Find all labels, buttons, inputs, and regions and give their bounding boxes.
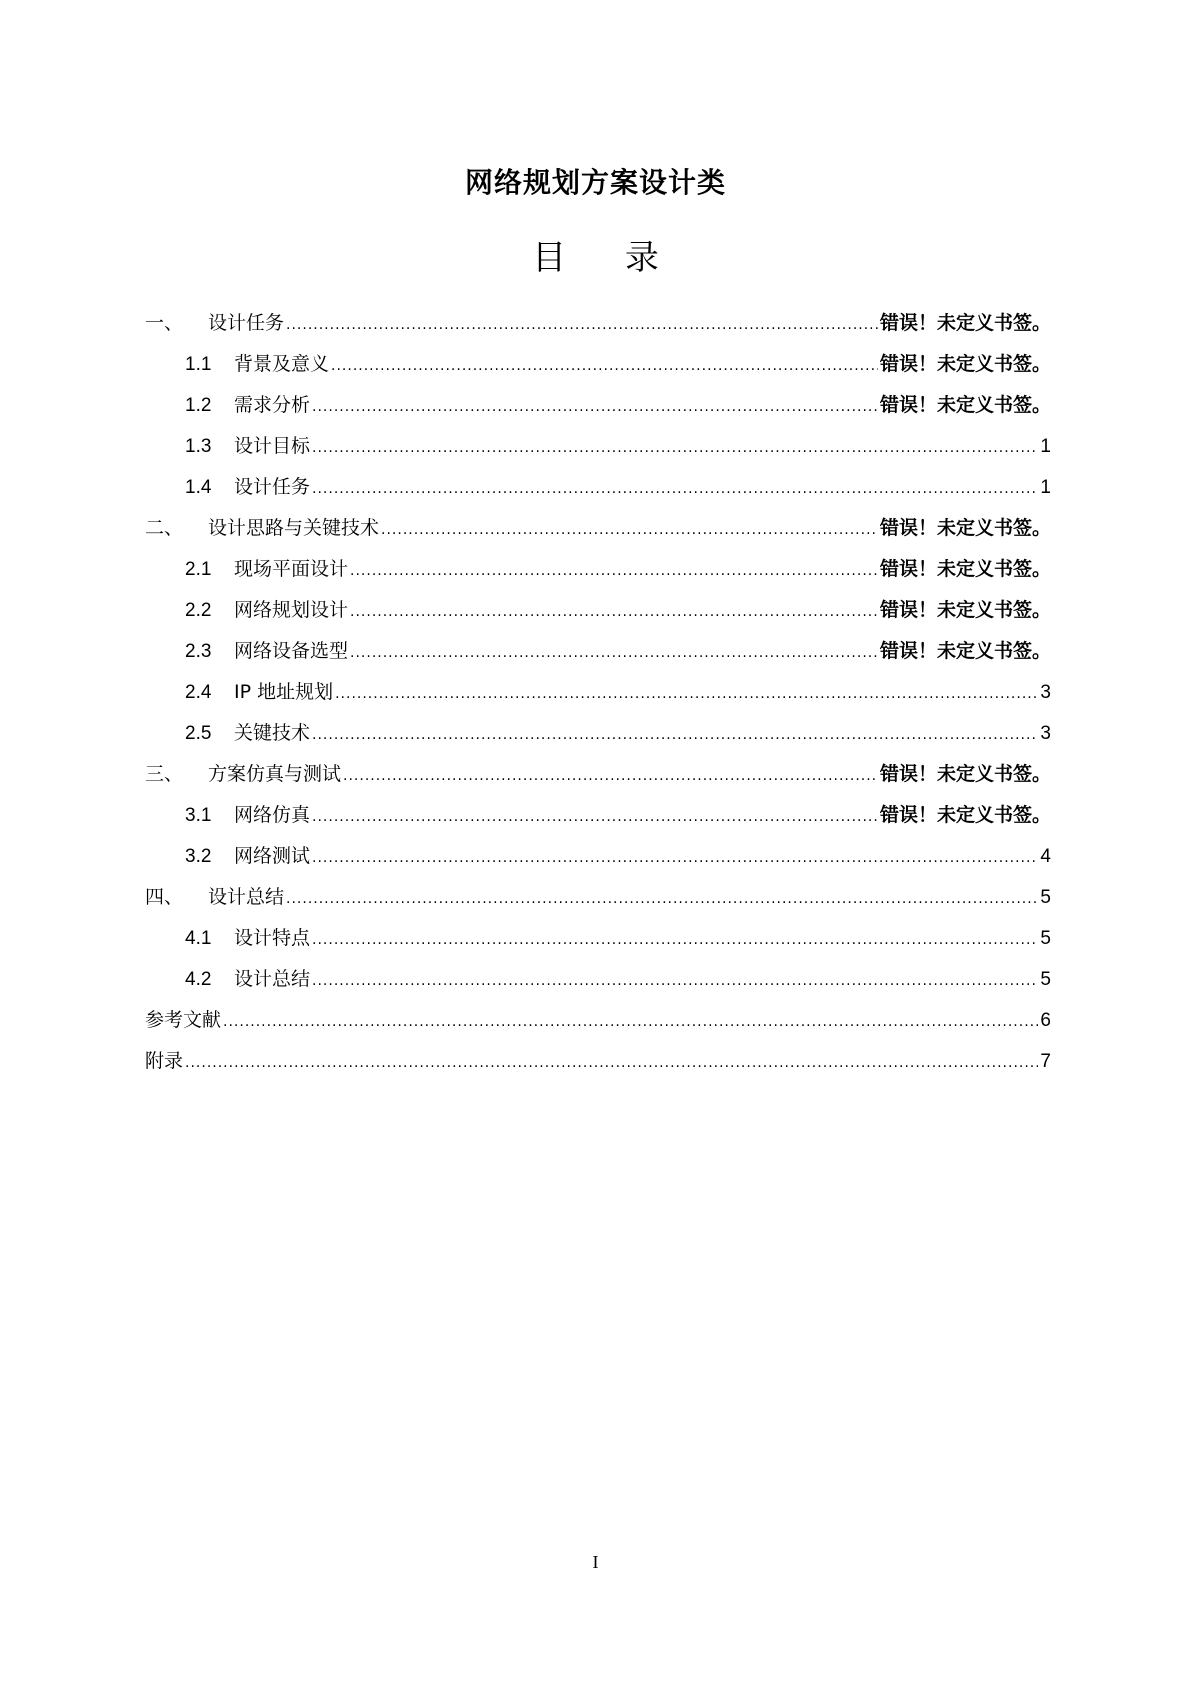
- toc-dot-leader: [312, 428, 1038, 469]
- toc-entry-label: 附录: [145, 1050, 184, 1072]
- toc-entry-number: 二、: [145, 517, 184, 539]
- toc-entry-number: 1.4: [185, 477, 212, 498]
- toc-page-number: 6: [1040, 1010, 1051, 1031]
- toc-entry[interactable]: [145, 508, 1051, 549]
- toc-entry-label: 参考文献: [145, 1009, 222, 1031]
- toc-dot-leader: [185, 1043, 1038, 1084]
- toc-dot-leader: [350, 592, 878, 633]
- document-title: 网络规划方案设计类: [464, 166, 726, 199]
- toc-page-number: 3: [1040, 723, 1051, 744]
- toc-entry[interactable]: [145, 1041, 1051, 1082]
- toc-dot-leader: [312, 797, 878, 838]
- toc-dot-leader: [381, 510, 878, 551]
- toc-entry-label: 现场平面设计: [234, 558, 349, 580]
- toc-entry[interactable]: [145, 303, 1051, 344]
- toc-entry[interactable]: [145, 631, 1051, 672]
- toc-entry[interactable]: [145, 918, 1051, 959]
- toc-entry-number: 一、: [145, 312, 184, 334]
- toc-dot-leader: [331, 346, 878, 387]
- toc-dot-leader: [350, 551, 878, 592]
- toc-dot-leader: [312, 715, 1038, 756]
- toc-entry-label: 设计任务: [234, 476, 311, 498]
- toc-bookmark-error: 错误！未定义书签。: [879, 804, 1051, 826]
- toc-entry[interactable]: [145, 590, 1051, 631]
- toc-entry-label: 网络规划设计: [234, 599, 349, 621]
- toc-page-number: 7: [1040, 1051, 1051, 1072]
- toc-entry[interactable]: [145, 713, 1051, 754]
- toc-page-number: 5: [1040, 887, 1051, 908]
- toc-bookmark-error: 错误！未定义书签。: [879, 763, 1051, 785]
- toc-dot-leader: [312, 387, 878, 428]
- toc-bookmark-error: 错误！未定义书签。: [879, 599, 1051, 621]
- toc-entry-number: 2.2: [185, 600, 212, 621]
- toc-page-number: 5: [1040, 969, 1051, 990]
- toc-entry[interactable]: [145, 385, 1051, 426]
- toc-page-number: 1: [1040, 477, 1051, 498]
- toc-entry-number: 2.3: [185, 641, 212, 662]
- toc-bookmark-error: 错误！未定义书签。: [879, 353, 1051, 375]
- toc-entry[interactable]: [145, 836, 1051, 877]
- toc-entry-number: 3.1: [185, 805, 212, 826]
- toc-page-number: 3: [1040, 682, 1051, 703]
- toc-dot-leader: [286, 305, 878, 346]
- toc-page-number: 4: [1040, 846, 1051, 867]
- toc-entry-number: 4.2: [185, 969, 212, 990]
- toc-dot-leader: [312, 920, 1038, 961]
- toc-entry[interactable]: [145, 467, 1051, 508]
- toc-dot-leader: [350, 633, 878, 674]
- toc-entry-label: 网络设备选型: [234, 640, 349, 662]
- toc-entry-number: 四、: [145, 886, 184, 908]
- toc-entry-label: 方案仿真与测试: [208, 763, 342, 785]
- toc-bookmark-error: 错误！未定义书签。: [879, 640, 1051, 662]
- toc-entry-label: 设计总结: [234, 968, 311, 990]
- toc-entry-number: 三、: [145, 763, 184, 785]
- toc-entry-label: 背景及意义: [234, 353, 330, 375]
- toc-dot-leader: [312, 469, 1038, 510]
- toc-entry-number: 2.1: [185, 559, 212, 580]
- toc-entry[interactable]: [145, 1000, 1051, 1041]
- toc-entry-label: 网络仿真: [234, 804, 311, 826]
- toc-entry-number: 2.5: [185, 723, 212, 744]
- toc-entry-number: 2.4: [185, 682, 212, 703]
- toc-entry[interactable]: [145, 426, 1051, 467]
- toc-entry[interactable]: [145, 795, 1051, 836]
- toc-page-number: 1: [1040, 436, 1051, 457]
- toc-entry-number: 1.1: [185, 354, 212, 375]
- toc-bookmark-error: 错误！未定义书签。: [879, 312, 1051, 334]
- toc-entry-number: 1.2: [185, 395, 212, 416]
- toc-entry[interactable]: [145, 877, 1051, 918]
- toc-entry-label: 设计思路与关键技术: [208, 517, 380, 539]
- toc-entry-label: 关键技术: [234, 722, 311, 744]
- toc-entry-label: 设计特点: [234, 927, 311, 949]
- toc-entry[interactable]: [145, 754, 1051, 795]
- toc-dot-leader: [312, 961, 1038, 1002]
- page-number: I: [592, 1552, 599, 1572]
- toc-entry-label: 设计任务: [208, 312, 285, 334]
- toc-entry[interactable]: [145, 344, 1051, 385]
- toc-dot-leader: [286, 879, 1038, 920]
- toc-heading: 目 录: [532, 238, 683, 278]
- toc-entry-label: 设计总结: [208, 886, 285, 908]
- toc-entry-label: IP 地址规划: [234, 681, 334, 703]
- toc-entry-label: 设计目标: [234, 435, 311, 457]
- toc-entry-label: 需求分析: [234, 394, 311, 416]
- toc-bookmark-error: 错误！未定义书签。: [879, 394, 1051, 416]
- table-of-contents: [145, 303, 1051, 1082]
- toc-entry-number: 1.3: [185, 436, 212, 457]
- toc-page-number: 5: [1040, 928, 1051, 949]
- toc-entry-label: 网络测试: [234, 845, 311, 867]
- toc-entry[interactable]: [145, 549, 1051, 590]
- toc-bookmark-error: 错误！未定义书签。: [879, 558, 1051, 580]
- toc-dot-leader: [343, 756, 878, 797]
- toc-entry-number: 4.1: [185, 928, 212, 949]
- toc-dot-leader: [223, 1002, 1038, 1043]
- toc-entry[interactable]: [145, 959, 1051, 1000]
- toc-entry[interactable]: [145, 672, 1051, 713]
- toc-dot-leader: [312, 838, 1038, 879]
- toc-entry-number: 3.2: [185, 846, 212, 867]
- toc-bookmark-error: 错误！未定义书签。: [879, 517, 1051, 539]
- toc-dot-leader: [335, 674, 1038, 715]
